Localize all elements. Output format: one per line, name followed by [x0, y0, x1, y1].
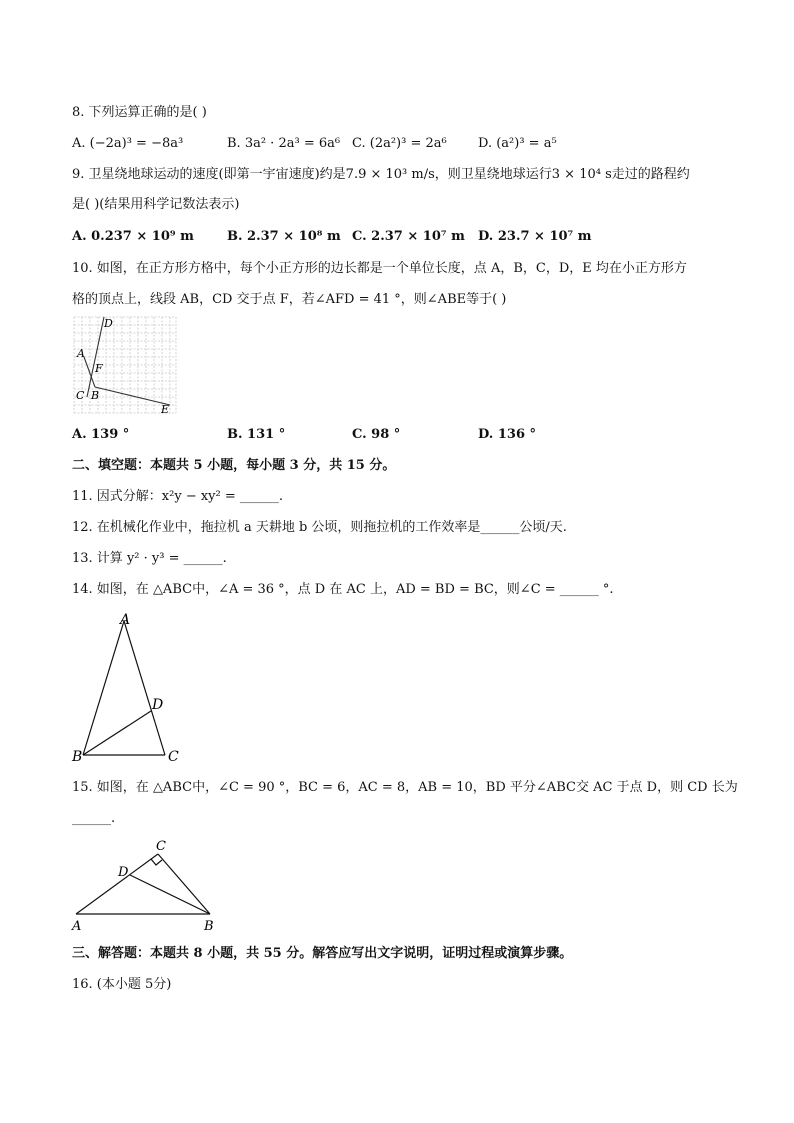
q10-grid-figure — [72, 315, 180, 415]
q9-option-c: C. 2.37 × 10⁷ m — [352, 229, 465, 244]
label-c: C — [76, 389, 85, 402]
segment-bd — [130, 875, 210, 914]
label-d: D — [152, 697, 164, 713]
q14-triangle-figure — [70, 612, 190, 764]
label-c: C — [156, 839, 166, 854]
q14-stem: 14. 如图，在 △ABC中，∠A = 36 °，点 D 在 AC 上，AD = BD = BC，则∠C = ______ °. — [72, 582, 614, 597]
q10-option-d: D. 136 ° — [478, 427, 537, 442]
label-b: B — [91, 389, 100, 402]
side-ac — [76, 854, 158, 914]
q8-option-d: D. (a²)³ = a⁵ — [478, 136, 557, 151]
label-a: A — [120, 612, 131, 628]
right-angle-mark — [151, 859, 162, 865]
q9-option-a: A. 0.237 × 10⁹ m — [72, 229, 194, 244]
q8-option-a: A. (−2a)³ = −8a³ — [72, 136, 184, 151]
side-bc — [158, 854, 210, 914]
label-a: A — [72, 919, 82, 934]
q10-stem-line1: 10. 如图，在正方形方格中，每个小正方形的边长都是一个单位长度，点 A，B，C，D，E 均在小正方形方 — [72, 261, 687, 276]
section2-heading: 二、填空题：本题共 5 小题，每小题 3 分，共 15 分。 — [72, 458, 396, 473]
q10-option-b: B. 131 ° — [227, 427, 286, 442]
q8-option-b: B. 3a² · 2a³ = 6a⁶ — [227, 136, 341, 151]
q13: 13. 计算 y² · y³ = ______. — [72, 551, 227, 566]
q10-option-c: C. 98 ° — [352, 427, 401, 442]
section3-heading: 三、解答题：本题共 8 小题，共 55 分。解答应写出文字说明，证明过程或演算步骤。 — [72, 946, 573, 961]
label-f: F — [95, 362, 103, 375]
q11: 11. 因式分解：x²y − xy² = ______. — [72, 489, 284, 504]
q8-option-c: C. (2a²)³ = 2a⁶ — [352, 136, 447, 151]
q12: 12. 在机械化作业中，拖拉机 a 天耕地 b 公顷，则拖拉机的工作效率是______公顷/天. — [72, 520, 567, 535]
label-b: B — [72, 749, 83, 764]
q8-stem: 8. 下列运算正确的是( ) — [72, 105, 207, 120]
side-ac — [124, 621, 165, 755]
side-ab — [83, 621, 124, 755]
label-c: C — [168, 749, 179, 764]
label-d: D — [104, 317, 113, 330]
q15-stem-line1: 15. 如图，在 △ABC中，∠C = 90 °，BC = 6，AC = 8，AB = 10，BD 平分∠ABC交 AC 于点 D，则 CD 长为 — [72, 780, 738, 795]
q16: 16. (本小题 5分) — [72, 977, 172, 992]
grid-lines — [74, 317, 176, 413]
label-a: A — [77, 347, 85, 360]
label-d: D — [118, 865, 129, 880]
label-e: E — [161, 403, 170, 415]
q9-stem-line1: 9. 卫星绕地球运动的速度(即第一宇宙速度)约是7.9 × 10³ m/s，则卫星绕地球运行3 × 10⁴ s走过的路程约 — [72, 167, 690, 182]
q15-triangle-figure — [70, 836, 220, 934]
segment-ab — [84, 357, 95, 387]
q9-stem-line2: 是( )(结果用科学记数法表示) — [72, 197, 240, 212]
q9-option-d: D. 23.7 × 10⁷ m — [478, 229, 592, 244]
q10-stem-line2: 格的顶点上，线段 AB，CD 交于点 F，若∠AFD = 41 °，则∠ABE等于( ) — [72, 292, 507, 307]
segment-bd — [83, 711, 151, 755]
label-b: B — [204, 919, 214, 934]
q9-option-b: B. 2.37 × 10⁸ m — [227, 229, 341, 244]
q15-stem-line2: ______. — [72, 811, 116, 826]
q10-option-a: A. 139 ° — [72, 427, 130, 442]
